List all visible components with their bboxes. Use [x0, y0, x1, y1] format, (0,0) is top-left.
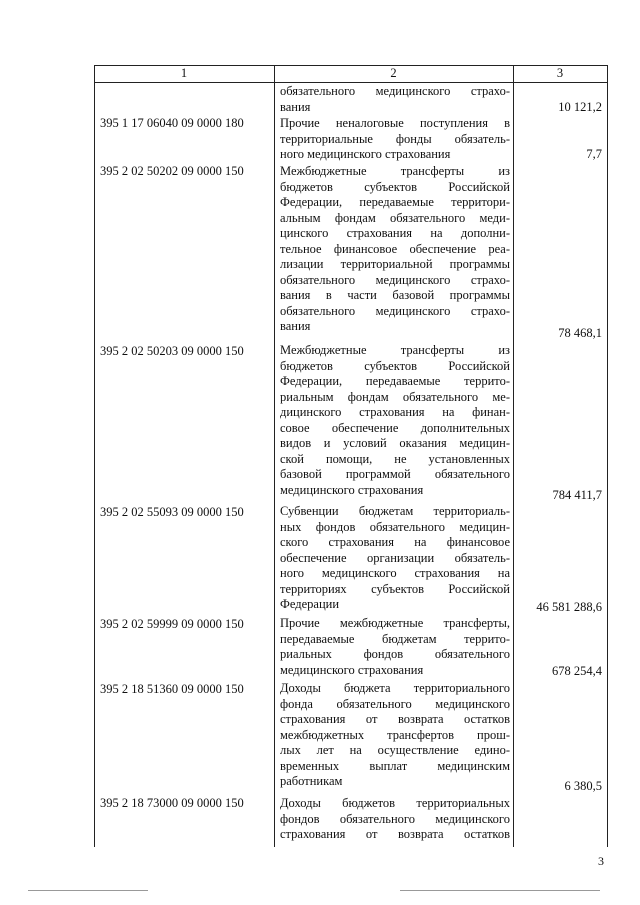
description-line: Федерации, передаваемые территори-	[280, 195, 510, 209]
table-row-code: 395 1 17 06040 09 0000 180	[100, 116, 244, 130]
description-line: территориальные фонды обязатель-	[280, 131, 510, 146]
description-line: обязательного медицинского страхо-	[280, 84, 510, 98]
header-col-3: 3	[556, 66, 564, 80]
header-col-1: 1	[180, 66, 188, 80]
table-row-description	[280, 681, 510, 790]
table-row-code: 395 2 18 51360 09 0000 150	[100, 682, 244, 696]
description-line: фонда обязательного медицинского	[280, 696, 510, 711]
table-row-amount: 784 411,7	[552, 488, 602, 502]
table-row-code: 395 2 02 50202 09 0000 150	[100, 164, 244, 178]
description-line: медицинского страхования	[280, 662, 424, 677]
table-row-description	[280, 504, 510, 613]
description-line: временных выплат медицинским	[280, 758, 510, 773]
description-line: ного медицинского страхования	[280, 147, 451, 161]
description-line: Прочие межбюджетные трансферты,	[280, 616, 510, 630]
description-line: ской помощи, не установленных	[280, 451, 510, 466]
table-row-description	[280, 116, 510, 163]
scan-divider	[28, 890, 148, 891]
table-row-code: 395 2 02 55093 09 0000 150	[100, 505, 244, 519]
table-row-description	[280, 796, 510, 843]
description-line: вания в части базовой программы	[280, 288, 510, 302]
table-row-description	[280, 84, 510, 115]
description-line: бюджетов субъектов Российской	[280, 358, 510, 373]
description-line: риальных фондов обязательного	[280, 647, 510, 661]
table-header-border	[94, 82, 608, 83]
description-line: базовой программой обязательного	[280, 467, 510, 481]
description-line: ного медицинского страхования на	[280, 566, 510, 580]
description-line: передаваемые бюджетам террито-	[280, 631, 510, 646]
description-line: территориях субъектов Российской	[280, 581, 510, 596]
description-line: Доходы бюджетов территориальных	[280, 796, 510, 810]
table-row-amount: 6 380,5	[564, 779, 602, 793]
description-line: лых лет на осуществление едино-	[280, 743, 510, 757]
table-row-description	[280, 343, 510, 498]
description-line: Прочие неналоговые поступления в	[280, 116, 510, 130]
description-line: медицинского страхования	[280, 482, 424, 497]
table-row-description	[280, 164, 510, 335]
description-line: работникам	[280, 774, 343, 788]
description-line: Субвенции бюджетам территориаль-	[280, 504, 510, 518]
description-line: Федерации	[280, 597, 340, 611]
description-line: Межбюджетные трансферты из	[280, 164, 510, 178]
column-divider-1	[274, 65, 275, 847]
table-row-amount: 46 581 288,6	[536, 600, 602, 614]
description-line: альным фондам обязательного меди-	[280, 210, 510, 225]
description-line: обеспечение организации обязатель-	[280, 550, 510, 565]
table-row-description	[280, 616, 510, 678]
description-line: цинского страхования на дополни-	[280, 226, 510, 240]
description-line: дицинского страхования на финан-	[280, 405, 510, 419]
description-line: вания	[280, 319, 311, 333]
description-line: видов и условий оказания медицин-	[280, 436, 510, 450]
description-line: межбюджетных трансфертов прош-	[280, 727, 510, 742]
description-line: страхования от возврата остатков	[280, 712, 510, 726]
page-number: 3	[598, 854, 604, 868]
table-row-amount: 7,7	[586, 147, 602, 161]
table-left-border	[94, 65, 95, 847]
header-col-2: 2	[390, 66, 397, 80]
description-line: тельное финансовое обеспечение реа-	[280, 241, 510, 256]
description-line: риальным фондам обязательного ме-	[280, 389, 510, 404]
table-row-amount: 678 254,4	[552, 664, 602, 678]
description-line: ского страхования на финансовое	[280, 535, 510, 549]
table-right-border	[607, 65, 608, 847]
description-line: совое обеспечение дополнительных	[280, 420, 510, 435]
description-line: фондов обязательного медицинского	[280, 811, 510, 826]
description-line: Федерации, передаваемые террито-	[280, 374, 510, 388]
description-line: Доходы бюджета территориального	[280, 681, 510, 695]
description-line: Межбюджетные трансферты из	[280, 343, 510, 357]
description-line: страхования от возврата остатков	[280, 827, 510, 841]
table-row-code: 395 2 18 73000 09 0000 150	[100, 796, 244, 810]
description-line: вания	[280, 99, 311, 114]
description-line: обязательного медицинского страхо-	[280, 272, 510, 287]
description-line: бюджетов субъектов Российской	[280, 179, 510, 194]
description-line: лизации территориальной программы	[280, 257, 510, 271]
table-row-amount: 10 121,2	[558, 100, 602, 114]
table-row-code: 395 2 02 50203 09 0000 150	[100, 344, 244, 358]
description-line: ных фондов обязательного медицин-	[280, 519, 510, 534]
table-row-code: 395 2 02 59999 09 0000 150	[100, 617, 244, 631]
table-row-amount: 78 468,1	[558, 326, 602, 340]
description-line: обязательного медицинского страхо-	[280, 303, 510, 318]
scan-divider	[400, 890, 600, 891]
column-divider-2	[513, 65, 514, 847]
